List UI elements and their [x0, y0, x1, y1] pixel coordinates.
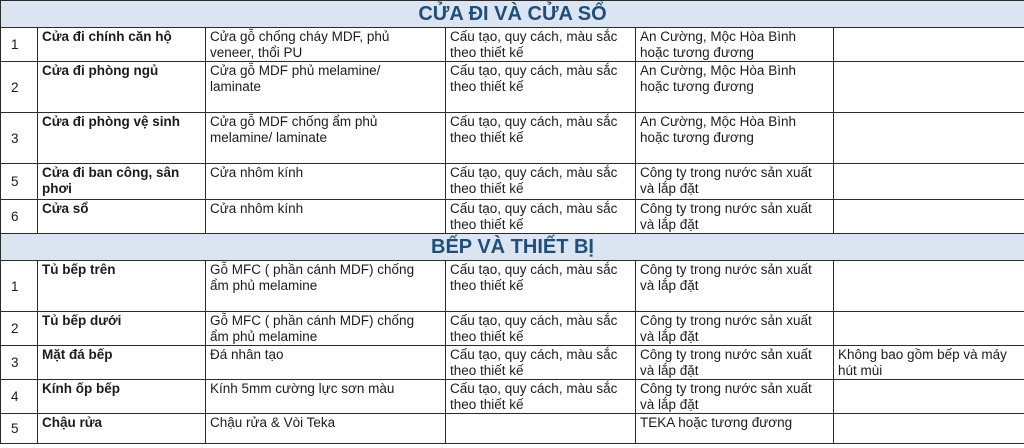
row-number: 1 [1, 28, 38, 62]
section-title: CỬA ĐI VÀ CỬA SỔ [1, 1, 1024, 28]
item-name: Tủ bếp trên [38, 261, 206, 312]
note-cell [834, 380, 1024, 414]
table-row [1, 261, 1024, 312]
spec-cell: Cấu tạo, quy cách, màu sắc theo thiết kế [446, 28, 636, 62]
note-cell [834, 113, 1024, 164]
row-number: 3 [1, 113, 38, 164]
table-row [1, 414, 1024, 444]
spec-cell: Cấu tạo, quy cách, màu sắc theo thiết kế [446, 62, 636, 113]
spec-cell: Cấu tạo, quy cách, màu sắc theo thiết kế [446, 261, 636, 312]
row-number: 5 [1, 414, 38, 444]
item-name: Cửa đi phòng vệ sinh [38, 113, 206, 164]
material-cell: Chậu rửa & Vòi Teka [206, 414, 446, 444]
table-row [1, 113, 1024, 164]
spec-cell: Cấu tạo, quy cách, màu sắc theo thiết kế [446, 164, 636, 200]
material-cell: Cửa nhôm kính [206, 200, 446, 234]
note-cell [834, 261, 1024, 312]
table-row [1, 312, 1024, 346]
item-name: Tủ bếp dưới [38, 312, 206, 346]
spec-cell: Cấu tạo, quy cách, màu sắc theo thiết kế [446, 312, 636, 346]
spec-cell: Cấu tạo, quy cách, màu sắc theo thiết kế [446, 113, 636, 164]
note-cell: Không bao gồm bếp và máy hút mùi [834, 346, 1024, 380]
material-cell: Cửa nhôm kính [206, 164, 446, 200]
row-number: 6 [1, 200, 38, 234]
note-cell [834, 200, 1024, 234]
note-cell [834, 164, 1024, 200]
brand-cell: Công ty trong nước sản xuất và lắp đặt [636, 312, 834, 346]
note-cell [834, 28, 1024, 62]
item-name: Cửa đi chính căn hộ [38, 28, 206, 62]
material-cell: Đá nhân tạo [206, 346, 446, 380]
material-cell: Cửa gỗ MDF phủ melamine/ laminate [206, 62, 446, 113]
item-name: Chậu rửa [38, 414, 206, 444]
row-number: 2 [1, 312, 38, 346]
note-cell [834, 414, 1024, 444]
item-name: Cửa đi ban công, sân phơi [38, 164, 206, 200]
item-name: Cửa đi phòng ngủ [38, 62, 206, 113]
row-number: 1 [1, 261, 38, 312]
material-cell: Cửa gỗ MDF chống ẩm phủ melamine/ laminate [206, 113, 446, 164]
brand-cell: Công ty trong nước sản xuất và lắp đặt [636, 200, 834, 234]
item-name: Kính ốp bếp [38, 380, 206, 414]
table-row [1, 346, 1024, 380]
section-header-row [1, 1, 1024, 28]
table-row [1, 28, 1024, 62]
spec-cell: Cấu tạo, quy cách, màu sắc theo thiết kế [446, 346, 636, 380]
spec-cell: Cấu tạo, quy cách, màu sắc theo thiết kế [446, 200, 636, 234]
brand-cell: TEKA hoặc tương đương [636, 414, 834, 444]
brand-cell: Công ty trong nước sản xuất và lắp đặt [636, 346, 834, 380]
table-row [1, 62, 1024, 113]
row-number: 3 [1, 346, 38, 380]
brand-cell: An Cường, Mộc Hòa Bình hoặc tương đương [636, 62, 834, 113]
note-cell [834, 62, 1024, 113]
section-title: BẾP VÀ THIẾT BỊ [1, 234, 1024, 261]
material-cell: Kính 5mm cường lực sơn màu [206, 380, 446, 414]
item-name: Mặt đá bếp [38, 346, 206, 380]
material-cell: Cửa gỗ chống cháy MDF, phủ veneer, thổi PU [206, 28, 446, 62]
row-number: 2 [1, 62, 38, 113]
table-row [1, 200, 1024, 234]
row-number: 4 [1, 380, 38, 414]
table-row [1, 380, 1024, 414]
material-cell: Gỗ MFC ( phần cánh MDF) chống ẩm phủ melamine [206, 312, 446, 346]
section-header-row [1, 234, 1024, 261]
brand-cell: Công ty trong nước sản xuất và lắp đặt [636, 164, 834, 200]
row-number: 5 [1, 164, 38, 200]
brand-cell: An Cường, Mộc Hòa Bình hoặc tương đương [636, 113, 834, 164]
brand-cell: Công ty trong nước sản xuất và lắp đặt [636, 261, 834, 312]
table-row [1, 164, 1024, 200]
note-cell [834, 312, 1024, 346]
spec-cell: Cấu tạo, quy cách, màu sắc theo thiết kế [446, 380, 636, 414]
spec-cell [446, 414, 636, 444]
brand-cell: Công ty trong nước sản xuất và lắp đặt [636, 380, 834, 414]
material-cell: Gỗ MFC ( phần cánh MDF) chống ẩm phủ melamine [206, 261, 446, 312]
item-name: Cửa sổ [38, 200, 206, 234]
brand-cell: An Cường, Mộc Hòa Bình hoặc tương đương [636, 28, 834, 62]
